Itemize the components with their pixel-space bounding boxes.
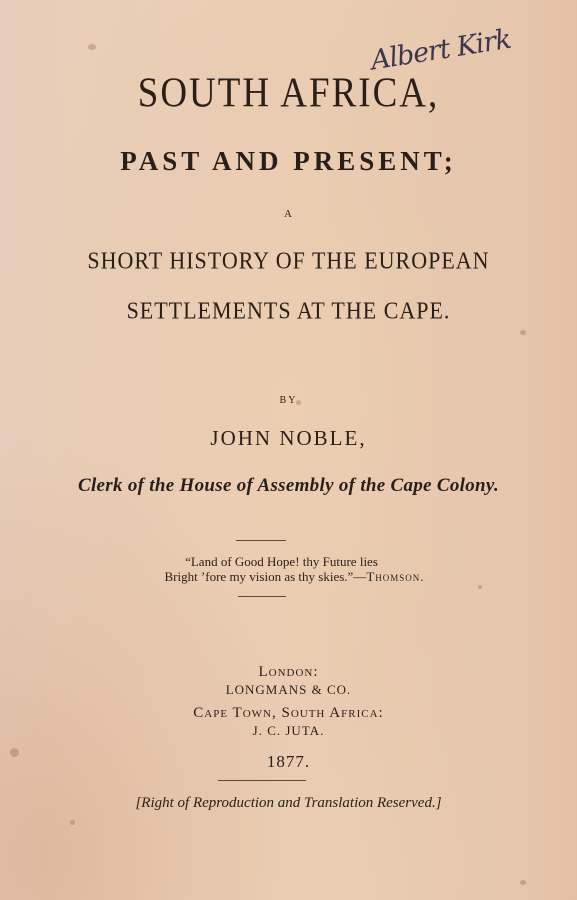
rights-notice: [Right of Reproduction and Translation Reserved.] — [135, 795, 442, 811]
divider-rule-middle — [238, 596, 286, 597]
subtitle-line-2: SETTLEMENTS AT THE CAPE. — [126, 296, 451, 325]
epigraph-line-2-text: Bright ’fore my vision as thy skies.”— — [164, 569, 367, 584]
divider-rule-bottom — [218, 780, 306, 781]
title-article: A — [284, 208, 293, 220]
imprint-publisher-juta: J. C. JUTA. — [252, 723, 325, 738]
epigraph-line-2 — [0, 569, 577, 585]
subtitle-line-1: SHORT HISTORY OF THE EUROPEAN — [87, 246, 490, 275]
epigraph-attribution: Thomson. — [366, 569, 425, 584]
imprint-city-cape-town: Cape Town, South Africa: — [193, 705, 384, 721]
imprint-publisher-longmans: LONGMANS & CO. — [225, 682, 352, 697]
by-label: BY — [279, 395, 298, 406]
title-line-2: PAST AND PRESENT; — [120, 146, 457, 176]
epigraph-line-1: “Land of Good Hope! thy Future lies — [185, 554, 378, 569]
author-name: JOHN NOBLE, — [210, 426, 367, 450]
handwritten-signature: Albert Kirk — [368, 23, 513, 77]
publication-year: 1877. — [266, 752, 311, 771]
title-line-1: SOUTH AFRICA, — [137, 69, 440, 118]
imprint-city-london: London: — [258, 664, 319, 680]
divider-rule-top — [236, 540, 286, 541]
author-position: Clerk of the House of Assembly of the Cape Colony. — [77, 475, 500, 496]
